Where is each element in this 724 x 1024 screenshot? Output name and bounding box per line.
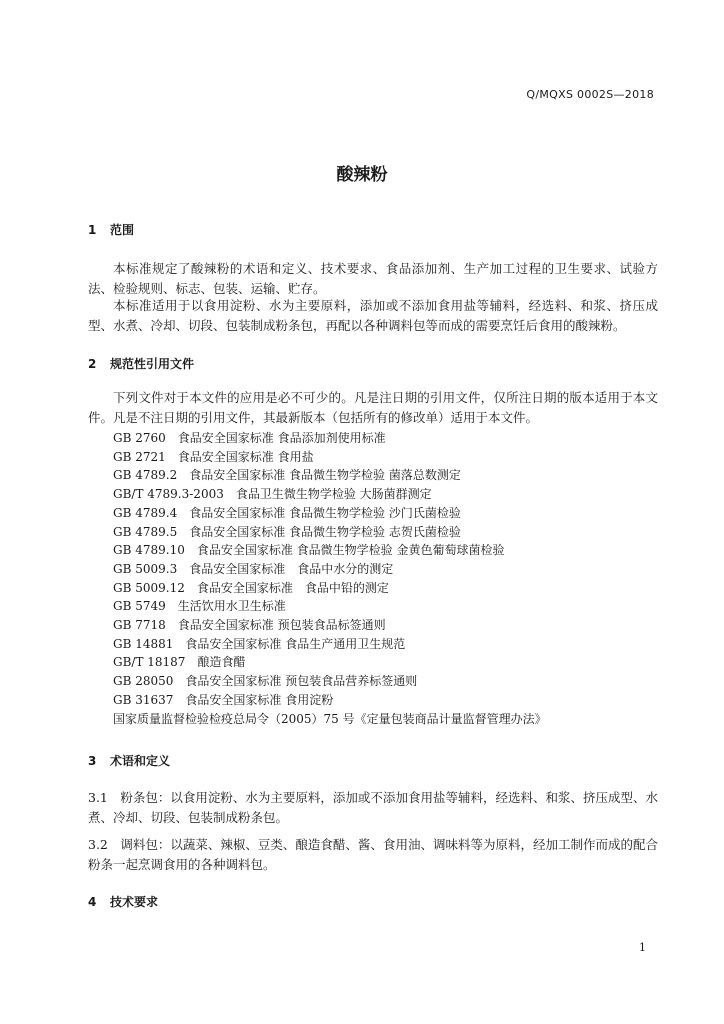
reference-item: GB 2721 食品安全国家标准 食用盐 [113,449,314,464]
reference-list [113,429,547,728]
term-seasoning-pack: 3.2 调料包：以蔬菜、辣椒、豆类、酿造食醋、酱、食用油、调味料等为原料，经加工制作而成的配合粉条一起烹调食用的各种调料包。 [88,837,658,872]
section-title: 范围 [110,223,135,237]
section-number: 1 [88,223,97,237]
section-number: 2 [88,357,97,371]
reference-item: GB 5009.12 食品安全国家标准 食品中铅的测定 [113,580,389,595]
document-title: 酸辣粉 [336,165,388,185]
section-heading-technical [88,893,158,910]
reference-item: GB/T 4789.3-2003 食品卫生微生物学检验 大肠菌群测定 [113,487,432,502]
scope-paragraph-1: 本标准规定了酸辣粉的术语和定义、技术要求、食品添加剂、生产加工过程的卫生要求、试验方法、检验规则、标志、包装、运输、贮存。 [88,261,658,296]
section-title: 规范性引用文件 [110,357,195,371]
section-heading-references [88,355,194,372]
term-noodle-pack: 3.1 粉条包：以食用淀粉、水为主要原料，添加或不添加食用盐等辅料，经选料、和浆、挤压成型、水煮、冷却、切段、包装制成粉条包。 [88,790,658,825]
reference-item: GB/T 18187 酿造食醋 [113,655,246,670]
reference-item: GB 5009.3 食品安全国家标准 食品中水分的测定 [113,561,394,576]
section-heading-scope [88,221,134,238]
reference-item: GB 4789.2 食品安全国家标准 食品微生物学检验 菌落总数测定 [113,468,461,483]
reference-item: GB 4789.5 食品安全国家标准 食品微生物学检验 志贺氏菌检验 [113,524,461,539]
reference-item: GB 14881 食品安全国家标准 食品生产通用卫生规范 [113,636,406,651]
reference-item: GB 2760 食品安全国家标准 食品添加剂使用标准 [113,431,386,445]
references-intro: 下列文件对于本文件的应用是必不可少的。凡是注日期的引用文件，仅所注日期的版本适用于本文件。凡是不注日期的引用文件，其最新版本（包括所有的修改单）适用于本文件。 [88,390,658,425]
reference-item: GB 31637 食品安全国家标准 食用淀粉 [113,692,334,707]
reference-item: 国家质量监督检验检疫总局令（2005）75 号《定量包装商品计量监督管理办法》 [113,711,547,726]
section-title: 技术要求 [110,895,159,909]
section-heading-terms [88,752,170,769]
reference-item: GB 7718 食品安全国家标准 预包装食品标签通则 [113,618,386,633]
reference-item: GB 5749 生活饮用水卫生标准 [113,599,286,614]
reference-item: GB 4789.10 食品安全国家标准 食品微生物学检验 金黄色葡萄球菌检验 [113,543,505,558]
standard-code: Q/MQXS 0002S—2018 [526,88,654,101]
section-number: 3 [88,754,97,768]
page-number: 1 [639,941,646,954]
scope-paragraph-2: 本标准适用于以食用淀粉、水为主要原料，添加或不添加食用盐等辅料，经选料、和浆、挤压成型、水煮、冷却、切段、包装制成粉条包，再配以各种调料包等而成的需要烹饪后食用的酸辣粉。 [88,298,658,333]
reference-item: GB 28050 食品安全国家标准 预包装食品营养标签通则 [113,674,418,689]
section-number: 4 [88,895,97,909]
reference-item: GB 4789.4 食品安全国家标准 食品微生物学检验 沙门氏菌检验 [113,505,461,520]
section-title: 术语和定义 [110,754,171,768]
